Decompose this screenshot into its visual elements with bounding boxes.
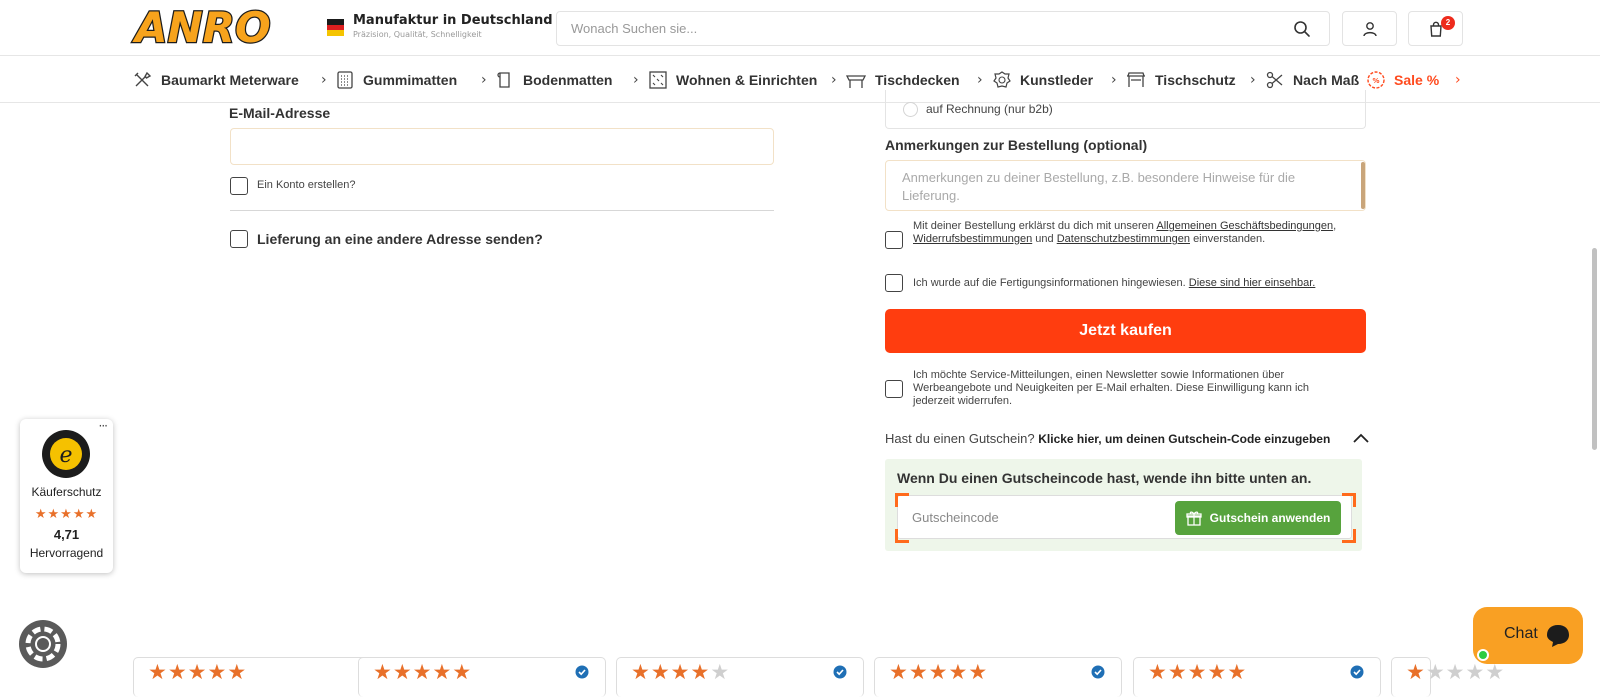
interior-icon xyxy=(648,70,668,90)
chevron-right-icon: › xyxy=(831,72,837,88)
coupon-input-wrapper xyxy=(897,495,1352,539)
verified-badge-icon xyxy=(1091,665,1105,679)
nav-label: Kunstleder xyxy=(1020,71,1094,88)
svg-text:ANRO: ANRO xyxy=(135,3,271,52)
chevron-right-icon: › xyxy=(633,72,639,88)
coupon-question xyxy=(885,431,1330,446)
nav-label: Baumarkt Meterware xyxy=(161,71,299,88)
verified-badge-icon xyxy=(1350,665,1364,679)
rating-stars: ★★★★★ xyxy=(34,507,99,522)
nav-scroll-right-icon[interactable]: › xyxy=(1455,72,1461,88)
newsletter-text: Ich möchte Service-Mitteilungen, einen Newsletter sowie Informationen über Werbeangebote und Neuigkeiten per E-Mail erhalten. Diese Einwilligung kann ich jederzeit widerrufen. xyxy=(913,369,1310,407)
chevron-up-icon[interactable] xyxy=(1353,433,1369,443)
terms-text xyxy=(913,220,1353,246)
highlight-corner xyxy=(895,493,909,507)
highlight-corner xyxy=(1342,493,1356,507)
rating-score: 4,71 xyxy=(53,527,80,542)
review-stars: ★★★★★ xyxy=(148,660,248,684)
gift-icon xyxy=(1186,510,1202,526)
page-scrollbar[interactable] xyxy=(1592,248,1597,450)
review-stars: ★★★★★ xyxy=(1406,660,1506,684)
textarea-scrollbar[interactable] xyxy=(1361,162,1365,209)
chevron-right-icon: › xyxy=(977,72,983,88)
terms-separator: , xyxy=(1333,220,1337,232)
nav-label: Nach Maß xyxy=(1293,71,1360,88)
apply-coupon-label: Gutschein anwenden xyxy=(1209,511,1331,525)
terms-checkbox[interactable] xyxy=(885,231,903,249)
svg-text:e: e xyxy=(59,443,73,468)
search-icon[interactable] xyxy=(1293,20,1311,38)
fertigung-checkbox[interactable] xyxy=(885,274,903,292)
buy-button[interactable]: Jetzt kaufen xyxy=(885,309,1366,353)
search-bar xyxy=(556,11,1330,46)
search-input[interactable] xyxy=(571,12,1271,45)
highlight-corner xyxy=(895,529,909,543)
germany-flag-icon xyxy=(327,19,344,36)
review-card[interactable] xyxy=(133,657,381,697)
apply-coupon-button[interactable] xyxy=(1175,501,1341,535)
chat-button[interactable] xyxy=(1473,607,1583,664)
review-card[interactable] xyxy=(616,657,864,697)
invoice-radio[interactable] xyxy=(903,102,918,117)
nav-item-gummimatten[interactable] xyxy=(335,56,457,103)
chevron-right-icon: › xyxy=(481,72,487,88)
nav-label: Sale % xyxy=(1394,71,1440,88)
nav-label: Gummimatten xyxy=(363,71,458,88)
rubber-mat-icon xyxy=(335,70,355,90)
tools-icon xyxy=(133,71,153,89)
table-icon xyxy=(845,71,867,89)
invoice-label: auf Rechnung (nur b2b) xyxy=(926,102,1053,116)
user-icon xyxy=(1362,21,1378,37)
verified-badge-icon xyxy=(575,665,589,679)
logo-graphic xyxy=(133,4,296,50)
terms-suffix: einverstanden. xyxy=(1193,233,1266,245)
coupon-panel-title: Wenn Du einen Gutscheincode hast, wende ihn bitte unten an. xyxy=(897,470,1312,486)
create-account-checkbox[interactable] xyxy=(230,177,248,195)
anro-logo[interactable] xyxy=(133,4,296,50)
manufaktur-title: Manufaktur in Deutschland xyxy=(353,13,553,28)
svg-text:%: % xyxy=(1372,76,1380,85)
trusted-shops-seal-icon xyxy=(41,429,91,479)
site-header xyxy=(0,0,1600,56)
buyer-protection-label: Käuferschutz xyxy=(31,485,102,499)
nav-item-baumarkt-meterware[interactable] xyxy=(133,56,299,103)
nav-item-sale[interactable] xyxy=(1366,56,1439,103)
cookie-settings-button[interactable] xyxy=(19,620,67,668)
terms-widerruf-link[interactable]: Widerrufsbestimmungen xyxy=(913,233,1033,245)
nav-label: Tischschutz xyxy=(1155,71,1236,88)
form-divider xyxy=(230,210,774,211)
cookie-icon xyxy=(19,620,67,668)
nav-label: Tischdecken xyxy=(875,71,960,88)
review-card[interactable] xyxy=(1391,657,1506,697)
chat-bubble-icon xyxy=(1545,623,1571,649)
terms-prefix: Mit deiner Bestellung erklärst du dich mit unseren xyxy=(913,220,1154,232)
scissors-icon xyxy=(1265,70,1285,90)
coupon-panel xyxy=(885,459,1362,551)
account-button[interactable] xyxy=(1342,11,1397,46)
coupon-toggle-link[interactable]: Klicke hier, um deinen Gutschein-Code einzugeben xyxy=(1038,432,1331,446)
cart-count-badge: 2 xyxy=(1441,16,1455,30)
terms-datenschutz-link[interactable]: Datenschutzbestimmungen xyxy=(1056,233,1190,245)
review-stars: ★★★★★ xyxy=(631,660,731,684)
nav-label: Bodenmatten xyxy=(523,71,613,88)
highlight-corner xyxy=(1342,529,1356,543)
review-card[interactable] xyxy=(874,657,1122,697)
review-card[interactable] xyxy=(1133,657,1381,697)
cart-button[interactable] xyxy=(1408,11,1463,46)
widget-menu-icon[interactable]: ··· xyxy=(98,419,107,433)
nav-item-wohnen-einrichten[interactable] xyxy=(648,56,817,103)
review-stars: ★★★★★ xyxy=(373,660,473,684)
review-card[interactable] xyxy=(358,657,606,697)
trusted-shops-widget[interactable] xyxy=(20,419,113,573)
review-stars: ★★★★★ xyxy=(1148,660,1248,684)
ship-different-label: Lieferung an eine andere Adresse senden? xyxy=(257,231,543,247)
terms-agb-link[interactable]: Allgemeinen Geschäftsbedingungen xyxy=(1156,220,1334,232)
nav-label: Wohnen & Einrichten xyxy=(676,71,818,88)
coupon-question-text: Hast du einen Gutschein? xyxy=(885,431,1035,446)
fertigung-link[interactable]: Diese sind hier einsehbar. xyxy=(1188,277,1316,289)
fertigung-text xyxy=(913,277,1315,290)
email-label: E-Mail-Adresse xyxy=(229,105,331,121)
floor-mat-icon xyxy=(495,70,515,90)
review-stars: ★★★★★ xyxy=(889,660,989,684)
nav-item-bodenmatten[interactable] xyxy=(495,56,612,103)
chevron-right-icon: › xyxy=(1250,72,1256,88)
fertigung-label: Ich wurde auf die Fertigungsinformationen hingewiesen. xyxy=(913,277,1186,289)
newsletter-checkbox[interactable] xyxy=(885,380,903,398)
payment-option-row xyxy=(885,90,1366,129)
order-notes-label: Anmerkungen zur Bestellung (optional) xyxy=(885,137,1148,153)
coupon-code-input[interactable] xyxy=(912,496,1172,538)
table-protection-icon xyxy=(1125,70,1147,90)
chat-label: Chat xyxy=(1504,625,1538,642)
chevron-right-icon: › xyxy=(1111,72,1117,88)
create-account-label: Ein Konto erstellen? xyxy=(257,179,356,191)
sale-icon xyxy=(1366,70,1386,90)
order-notes-field[interactable] xyxy=(885,160,1366,211)
rating-text: Hervorragend xyxy=(29,546,104,560)
verified-badge-icon xyxy=(833,665,847,679)
manufaktur-subtitle: Präzision, Qualität, Schnelligkeit xyxy=(353,30,482,39)
email-field[interactable] xyxy=(230,128,774,165)
chevron-right-icon: › xyxy=(321,72,327,88)
leather-icon xyxy=(992,70,1012,90)
ship-different-checkbox[interactable] xyxy=(230,230,248,248)
terms-and: und xyxy=(1035,233,1054,245)
